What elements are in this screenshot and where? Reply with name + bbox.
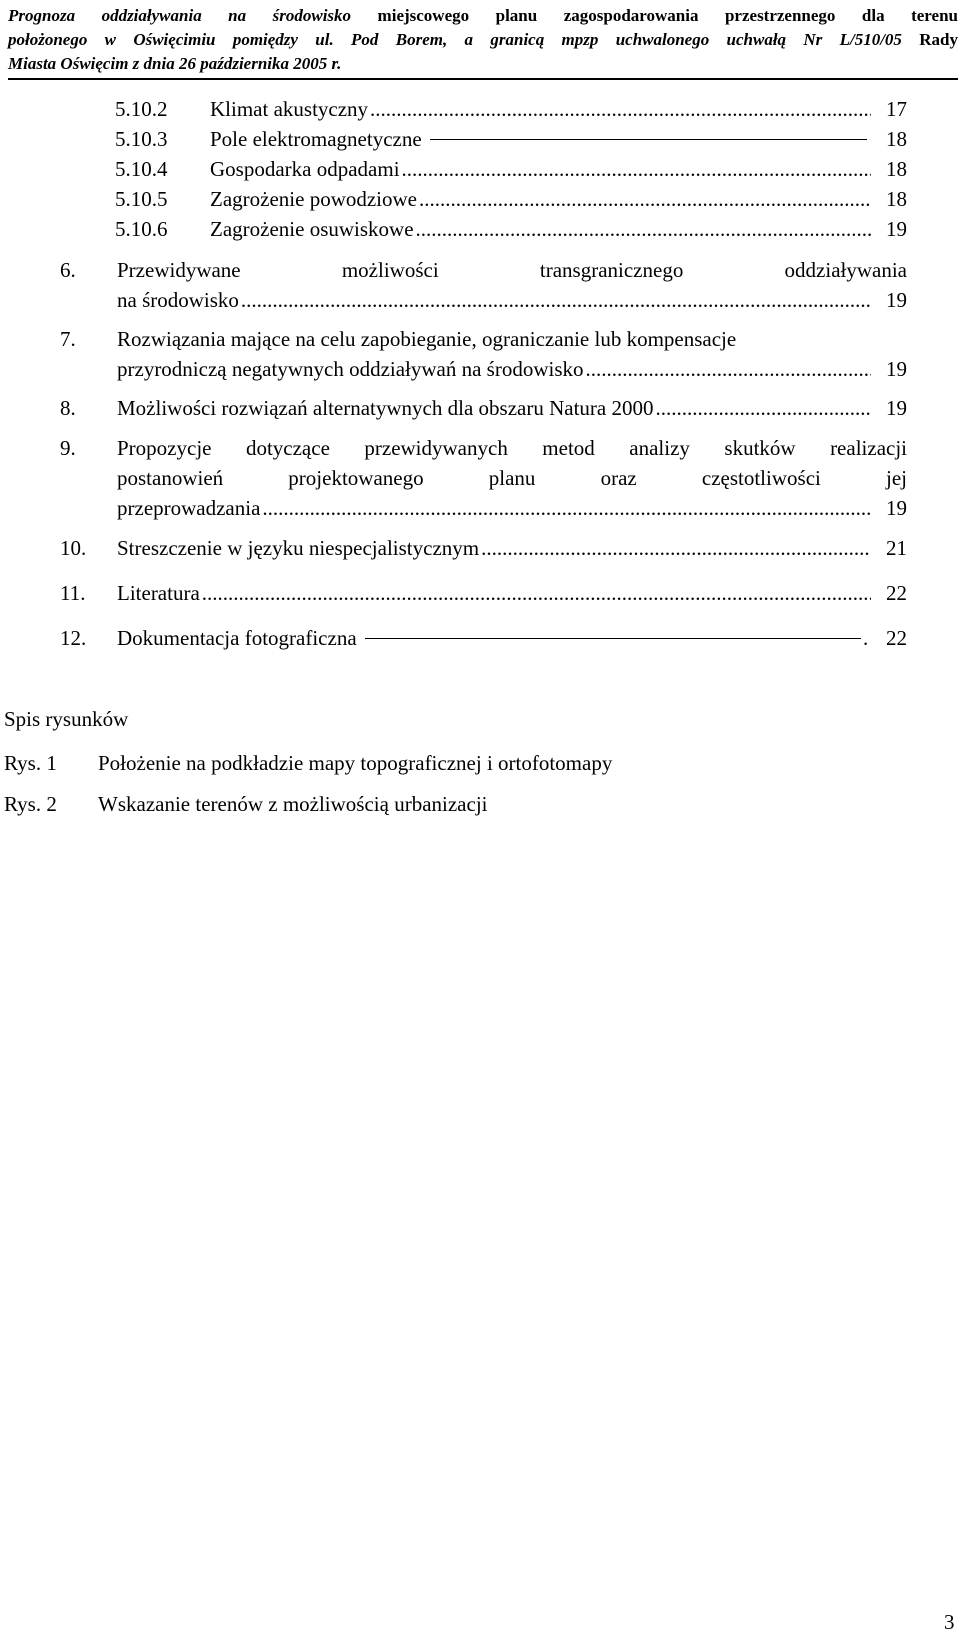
toc-leader [365, 637, 861, 639]
page-number: 3 [944, 1610, 955, 1634]
toc-entry-line2 [117, 463, 907, 493]
toc-text: Propozycje dotyczące przewidywanych metod analizy skutków realizacji [117, 436, 907, 460]
toc-number: 5.10.6 [115, 217, 168, 241]
figures-heading: Spis rysunków [4, 707, 129, 731]
toc-entry[interactable] [60, 393, 907, 423]
toc-leader [655, 393, 871, 423]
toc-number: 9. [60, 436, 76, 460]
toc-number: 5.10.5 [115, 187, 168, 211]
toc-number: 5.10.4 [115, 157, 168, 181]
toc-text: Streszczenie w języku niespecjalistycznym [117, 536, 480, 560]
toc-page: 21 [886, 536, 907, 560]
toc-entry[interactable] [115, 214, 907, 244]
toc-entry-line3[interactable] [117, 493, 907, 523]
toc-page: 22 [886, 626, 907, 650]
toc-page: 19 [886, 357, 907, 381]
toc-number: 5.10.2 [115, 97, 168, 121]
toc-entry[interactable]: 12. Dokumentacja fotograficzna . 22 [60, 623, 907, 653]
toc-page: 18 [886, 187, 907, 211]
toc-entry-line2[interactable] [117, 354, 907, 384]
toc-number: 6. [60, 258, 76, 282]
header-line2-rest: Rady [901, 30, 958, 49]
toc-page: 19 [886, 217, 907, 241]
figure-label: Rys. 2 [4, 792, 57, 816]
toc-entry-line2[interactable] [117, 285, 907, 315]
toc-entry-line1[interactable] [60, 433, 907, 463]
toc-text: Gospodarka odpadami [210, 157, 400, 181]
toc-number: 8. [60, 396, 76, 420]
toc-text: na środowisko [117, 288, 239, 312]
toc-text: Dokumentacja fotograficzna [117, 626, 357, 650]
toc-leader [262, 493, 871, 523]
toc-entry[interactable] [60, 578, 907, 608]
toc-text: Rozwiązania mające na celu zapobieganie, ograniczanie lub kompensacje [117, 327, 737, 351]
figure-label: Rys. 1 [4, 751, 57, 775]
header-title-rest: miejscowego planu zagospodarowania przestrzennego dla terenu [351, 6, 959, 25]
toc-text: Możliwości rozwiązań alternatywnych dla obszaru Natura 2000 [117, 396, 654, 420]
toc-page: 18 [886, 127, 907, 151]
toc-text: przyrodniczą negatywnych oddziaływań na środowisko [117, 357, 584, 381]
toc-leader [370, 94, 871, 124]
figure-caption[interactable]: Wskazanie terenów z możliwością urbanizacji [98, 792, 488, 816]
header-line2: położonego w Oświęcimiu pomiędzy ul. Pod Borem, a granicą mpzp uchwalonego uchwałą Nr L/510/05 [8, 30, 902, 49]
toc-number: 5.10.3 [115, 127, 168, 151]
toc-text: Klimat akustyczny [210, 97, 369, 121]
toc-number: 12. [60, 626, 87, 650]
toc-leader [416, 214, 871, 244]
toc-page: 19 [886, 396, 907, 420]
toc-leader [202, 578, 871, 608]
toc-page: 19 [886, 496, 907, 520]
toc-entry-line1[interactable] [60, 255, 907, 285]
toc-text: Pole elektromagnetyczne [210, 127, 422, 151]
toc-leader [430, 138, 867, 140]
toc-entry[interactable] [115, 94, 907, 124]
toc-page: 18 [886, 157, 907, 181]
page-header [8, 4, 958, 80]
toc-number: 7. [60, 327, 76, 351]
toc-text: Zagrożenie powodziowe [210, 187, 417, 211]
toc-text: Przewidywane możliwości transgranicznego oddziaływania [117, 258, 907, 282]
toc-entry[interactable] [115, 124, 907, 154]
toc-text: postanowień projektowanego planu oraz częstotliwości jej [117, 466, 907, 490]
toc-number: 11. [60, 581, 86, 605]
toc-number: 10. [60, 536, 87, 560]
toc-leader [419, 184, 871, 214]
toc-text: przeprowadzania [117, 496, 261, 520]
toc-entry[interactable] [115, 184, 907, 214]
toc-leader [241, 285, 871, 315]
toc-page: 22 [886, 581, 907, 605]
figure-caption[interactable]: Położenie na podkładzie mapy topograficznej i ortofotomapy [98, 751, 613, 775]
toc-entry[interactable] [115, 154, 907, 184]
header-line3: Miasta Oświęcim z dnia 26 października 2005 r. [8, 54, 342, 73]
toc-page: 17 [886, 97, 907, 121]
toc-entry-line1[interactable] [60, 324, 930, 354]
toc-page: 19 [886, 288, 907, 312]
toc-leader [481, 533, 871, 563]
toc-leader [586, 354, 871, 384]
toc-text: Literatura [117, 581, 200, 605]
header-title-italic: Prognoza oddziaływania na środowisko [8, 6, 352, 25]
toc-entry[interactable] [60, 533, 907, 563]
toc-text: Zagrożenie osuwiskowe [210, 217, 414, 241]
toc-leader [402, 154, 871, 184]
